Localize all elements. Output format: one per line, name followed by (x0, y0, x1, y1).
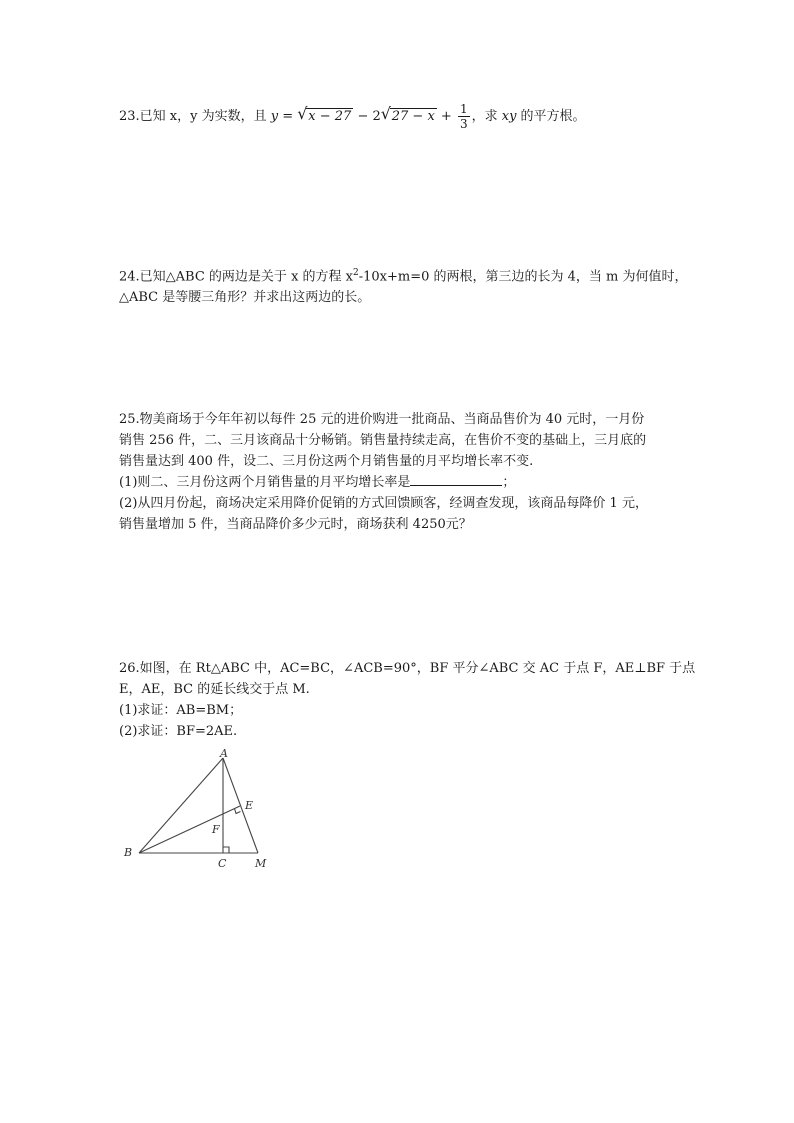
p23-minus-two: − 2 (353, 109, 381, 124)
problem-25-question-1 (119, 472, 689, 493)
p23-suffix-1: ，求 (471, 109, 502, 124)
p23-sqrt-1: √ x − 27 (297, 104, 352, 124)
p25-q1-end: ； (502, 475, 516, 490)
p23-var-y: y (270, 109, 279, 124)
label-A: A (220, 748, 228, 760)
problem-25 (119, 409, 689, 535)
p23-prefix: 23.已知 x，y 为实数，且 (119, 109, 271, 124)
problem-23 (119, 102, 689, 131)
p24-line1-a: 24.已知△ABC 的两边是关于 x 的方程 x (119, 269, 353, 285)
problem-25-question-2-line-1: (2)从四月份起，商场决定采用降价促销的方式回馈顾客，经调查发现，该商品每降价 1 元， (119, 496, 648, 511)
label-E: E (245, 799, 254, 812)
problem-26-line-1: 26.如图，在 Rt△ABC 中，AC=BC，∠ACB=90°，BF 平分∠ABC 交 AC 于点 F，AE⊥BF 于点 (119, 661, 696, 676)
problem-25-line-1: 25.物美商场于今年年初以每件 25 元的进价购进一批商品、当商品售价为 40 元时，一月份 (119, 412, 645, 427)
problem-25-line-3: 销售量达到 400 件，设二、三月份这两个月销售量的月平均增长率不变. (119, 454, 534, 469)
p24-exponent: 2 (353, 268, 359, 278)
p23-radicand-2: 27 − x (391, 109, 435, 124)
right-angle-mark-E (235, 809, 241, 814)
problem-25-line-2: 销售 256 件，二、三月该商品十分畅销。销售量持续走高，在售价不变的基础上，三月底的 (119, 433, 647, 448)
p23-suffix-2: 的平方根。 (516, 109, 586, 124)
p23-equals: = (278, 109, 298, 124)
p23-plus: + (436, 109, 456, 124)
label-M: M (255, 857, 267, 870)
problem-26-question-2: (2)求证：BF=2AE. (119, 724, 238, 739)
problem-24-line-2: △ABC 是等腰三角形？并求出这两边的长。 (119, 290, 371, 306)
problem-26-line-2: E，AE，BC 的延长线交于点 M. (119, 682, 310, 697)
segment-AB (139, 758, 223, 853)
p23-sqrt-2: √ 27 − x (380, 104, 435, 124)
problem-25-question-2-line-2: 销售量增加 5 件，当商品降价多少元时，商场获利 4250元？ (119, 517, 472, 532)
problem-24 (119, 263, 689, 308)
p23-frac-den: 3 (459, 117, 468, 131)
p25-q1-text: (1)则二、三月份这两个月销售量的月平均增长率是 (119, 475, 411, 490)
answer-blank[interactable] (410, 473, 502, 486)
segment-BE (139, 806, 240, 853)
p23-var-xy: xy (501, 109, 517, 124)
problem-26-question-1: (1)求证：AB=BM； (119, 703, 243, 718)
label-B: B (124, 846, 133, 859)
p23-frac-num: 1 (459, 102, 468, 116)
problem-26 (119, 658, 696, 742)
right-angle-mark-C (223, 847, 229, 853)
triangle-figure (118, 748, 278, 874)
p23-radicand-1: x − 27 (308, 109, 352, 124)
problem-23-line (119, 102, 689, 131)
label-F: F (212, 823, 220, 836)
p23-fraction (458, 102, 470, 131)
p24-line1-b: -10x+m=0 的两根，第三边的长为 4，当 m 为何值时， (358, 269, 688, 285)
problem-24-line-1 (119, 263, 689, 287)
label-C: C (218, 857, 227, 870)
